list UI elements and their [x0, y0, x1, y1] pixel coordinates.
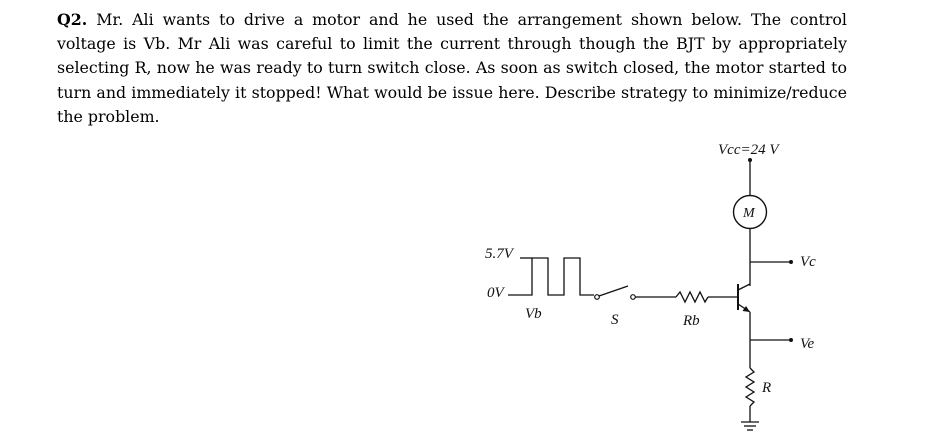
base-resistor-label: Rb [683, 313, 700, 329]
low-level-label: 0V [487, 285, 504, 301]
base-resistor [676, 292, 708, 302]
question-body: Mr. Ali wants to drive a motor and he used the arrangement shown below. The control voltage is Vb. Mr Ali was careful to limit the current through though the BJT by appropriately selecting R, now he was ready to turn switch close. As soon as switch closed, the motor started to turn and immediately it stopped! What would be issue here. Describe strategy to minimize/reduce the problem. [57, 10, 847, 126]
emitter-node-tap [750, 338, 793, 342]
switch-symbol [595, 286, 640, 299]
supply-voltage-label: Vcc=24 V [718, 142, 779, 158]
collector-node-label: Vc [800, 254, 816, 270]
ground-symbol [741, 406, 759, 430]
motor-symbol [734, 196, 767, 229]
npn-transistor-symbol [738, 284, 750, 312]
emitter-node-label: Ve [800, 336, 815, 352]
source-label: Vb [525, 306, 542, 322]
supply-wire [748, 158, 752, 195]
collector-node-tap [750, 260, 793, 264]
switch-label: S [611, 312, 619, 328]
high-level-label: 5.7V [485, 246, 513, 262]
question-number: Q2. [57, 10, 88, 29]
pulse-waveform [508, 258, 594, 295]
motor-label: M [743, 206, 755, 221]
emitter-resistor-label: R [762, 380, 772, 396]
emitter-resistor [746, 368, 754, 406]
